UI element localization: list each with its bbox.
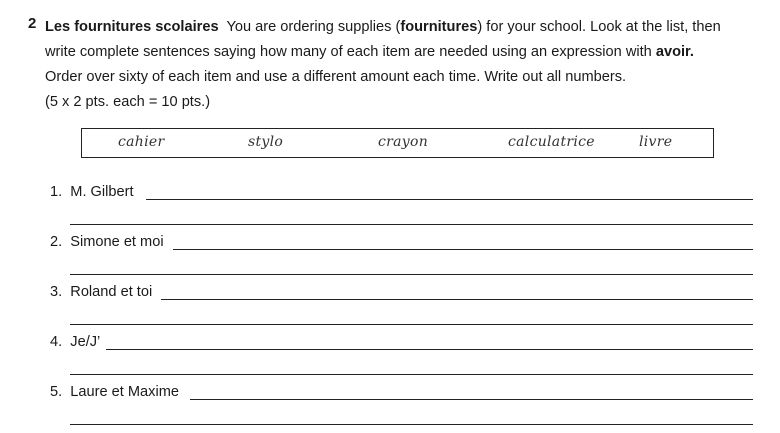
instructions bbox=[45, 15, 765, 115]
points-note: (5 x 2 pts. each = 10 pts.) bbox=[45, 94, 211, 110]
item-subject: Laure et Maxime bbox=[70, 384, 179, 400]
item-number: 3. bbox=[50, 284, 63, 300]
answer-line[interactable] bbox=[106, 349, 753, 350]
answer-line[interactable] bbox=[70, 274, 753, 275]
answer-line[interactable] bbox=[173, 249, 753, 250]
instr-term-fournitures: fournitures bbox=[400, 19, 478, 35]
answer-line[interactable] bbox=[190, 399, 753, 400]
question-item bbox=[50, 384, 179, 400]
item-subject: Simone et moi bbox=[70, 234, 164, 250]
item-number: 1. bbox=[50, 184, 63, 200]
word-bank-item: cahier bbox=[118, 134, 165, 150]
word-bank-item: livre bbox=[639, 134, 673, 150]
instr-term-avoir: avoir. bbox=[655, 44, 694, 60]
item-number: 5. bbox=[50, 384, 63, 400]
question-item bbox=[50, 234, 164, 250]
answer-line[interactable] bbox=[70, 424, 753, 425]
answer-line[interactable] bbox=[70, 224, 753, 225]
word-bank-item: stylo bbox=[248, 134, 284, 150]
exercise-number: 2 bbox=[28, 15, 37, 32]
exercise-title: Les fournitures scolaires bbox=[45, 19, 219, 35]
instr-text-a: You are ordering supplies ( bbox=[226, 19, 401, 35]
question-item bbox=[50, 284, 152, 300]
question-item bbox=[50, 334, 100, 350]
item-number: 4. bbox=[50, 334, 63, 350]
answer-line[interactable] bbox=[70, 324, 753, 325]
word-bank-item: crayon bbox=[378, 134, 429, 150]
word-bank-item: calculatrice bbox=[508, 134, 595, 150]
item-subject: Je/J’ bbox=[70, 334, 101, 350]
instructions-line-1 bbox=[45, 15, 765, 40]
word-bank-box bbox=[81, 128, 714, 158]
instr-text-b: ) for your school. Look at the list, then bbox=[477, 19, 721, 35]
instr-text-c: write complete sentences saying how many of each item are needed using an expression with bbox=[45, 44, 656, 60]
instructions-line-2 bbox=[45, 40, 765, 65]
instructions-line-3: Order over sixty of each item and use a different amount each time. Write out all numbers. bbox=[45, 69, 627, 85]
question-item bbox=[50, 184, 134, 200]
item-subject: M. Gilbert bbox=[70, 184, 134, 200]
answer-line[interactable] bbox=[161, 299, 753, 300]
item-subject: Roland et toi bbox=[70, 284, 153, 300]
answer-line[interactable] bbox=[146, 199, 753, 200]
item-number: 2. bbox=[50, 234, 63, 250]
answer-line[interactable] bbox=[70, 374, 753, 375]
